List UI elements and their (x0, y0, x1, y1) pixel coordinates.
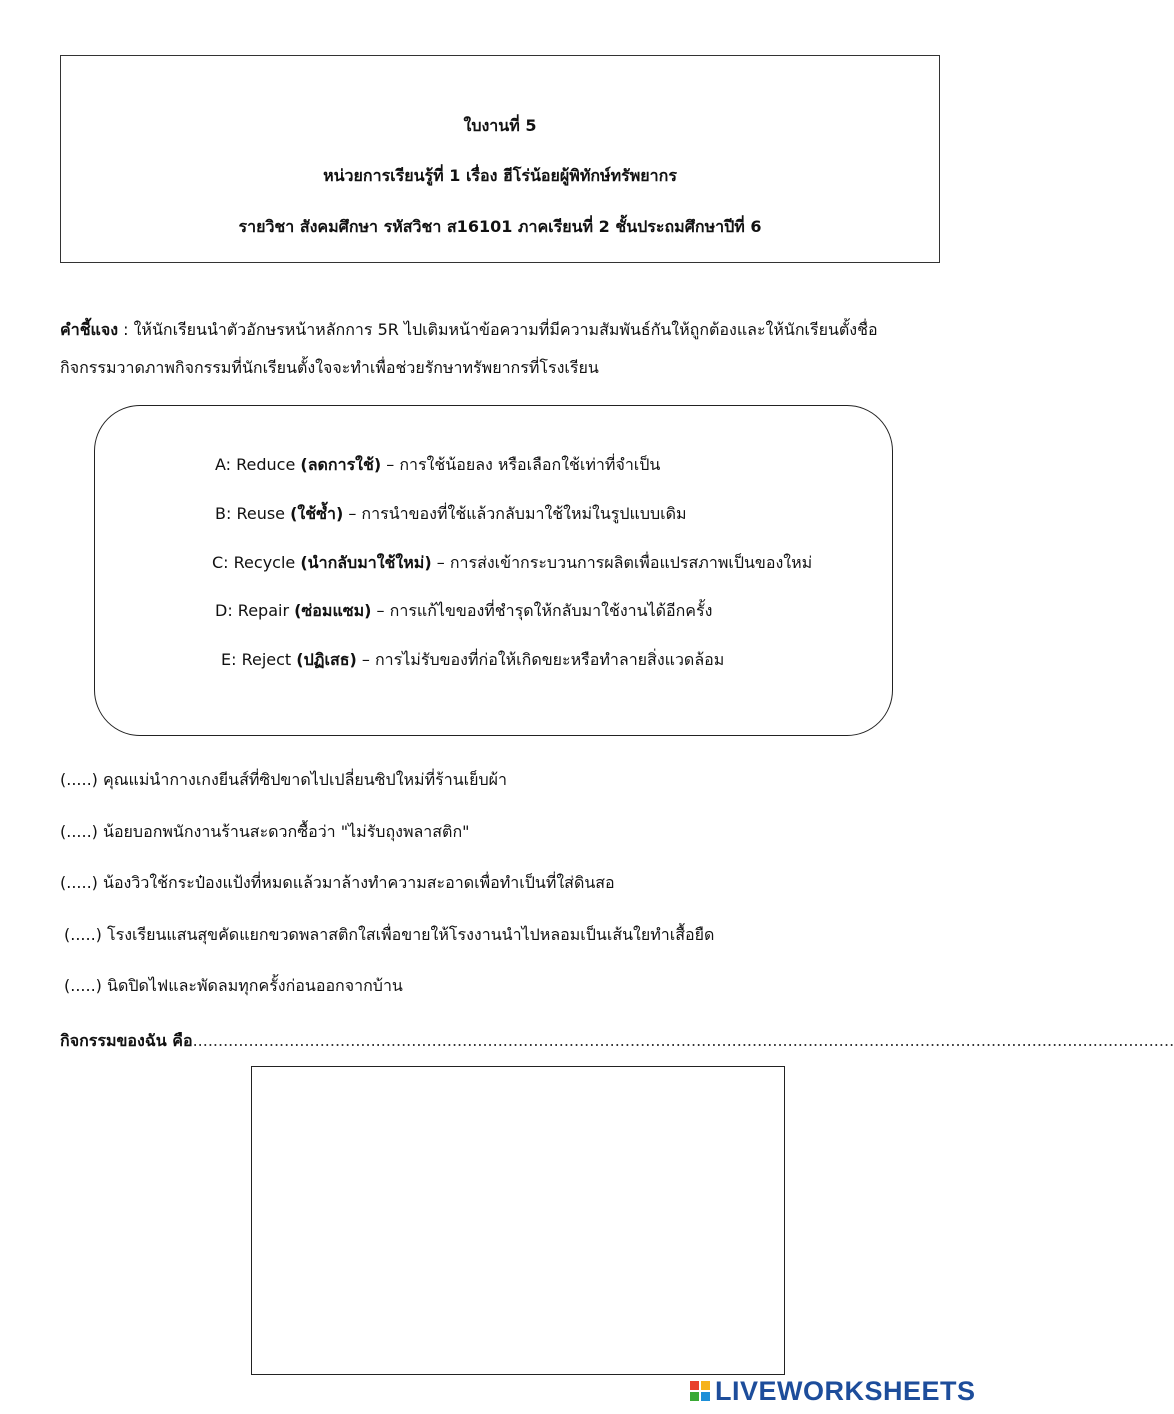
question-1[interactable]: (.....) คุณแม่นำกางเกงยีนส์ที่ซิปขาดไปเปลี่ยนซิปใหม่ที่ร้านเย็บผ้า (60, 770, 508, 789)
instructions-text: : ให้นักเรียนนำตัวอักษรหน้าหลักการ 5R ไปเติมหน้าข้อความที่มีความสัมพันธ์กันให้ถูกต้องและให้นักเรียนตั้งชื่อ (118, 320, 878, 339)
question-4[interactable]: (.....) โรงเรียนแสนสุขคัดแยกขวดพลาสติกใสเพื่อขายให้โรงงานนำไปหลอมเป็นเส้นใยทำเสื้อยืด (64, 925, 715, 944)
liveworksheets-logo (690, 1376, 976, 1406)
instructions-label: คำชี้แจง (60, 320, 119, 339)
instructions-line-2: กิจกรรมวาดภาพกิจกรรมที่นักเรียนตั้งใจจะทำเพื่อช่วยรักษาทรัพยากรที่โรงเรียน (60, 358, 599, 377)
logo-square (690, 1381, 699, 1390)
drawing-area[interactable] (251, 1066, 785, 1375)
rule-thai: (นำกลับมาใช้ใหม่) (300, 553, 432, 572)
rule-term: B: Reuse (215, 504, 291, 523)
rule-term: C: Recycle (212, 553, 301, 572)
logo-square (701, 1381, 710, 1390)
rule-reuse (215, 503, 687, 525)
instructions-line-1 (60, 319, 940, 341)
rule-thai: (ใช้ซ้ำ) (290, 504, 344, 523)
rule-desc: – การนำของที่ใช้แล้วกลับมาใช้ใหม่ในรูปแบบเดิม (343, 504, 687, 523)
rule-desc: – การแก้ไขของที่ชำรุดให้กลับมาใช้งานได้อีกครั้ง (371, 601, 713, 620)
unit-title: หน่วยการเรียนรู้ที่ 1 เรื่อง ฮีโร่น้อยผู้พิทักษ์ทรัพยากร (323, 166, 677, 185)
course-info: รายวิชา สังคมศึกษา รหัสวิชา ส16101 ภาคเรียนที่ 2 ชั้นประถมศึกษาปีที่ 6 (238, 217, 762, 236)
my-activity-label: กิจกรรมของฉัน คือ (60, 1031, 193, 1050)
question-3[interactable]: (.....) น้องวิวใช้กระป๋องแป้งที่หมดแล้วมาล้างทำความสะอาดเพื่อทำเป็นที่ใส่ดินสอ (60, 873, 615, 892)
my-activity-line[interactable] (60, 1030, 1174, 1052)
rule-recycle (212, 552, 812, 574)
logo-square (690, 1392, 699, 1401)
worksheet-header (60, 55, 940, 263)
rule-thai: (ลดการใช้) (300, 455, 382, 474)
rule-desc: – การไม่รับของที่ก่อให้เกิดขยะหรือทำลายสิ่งแวดล้อม (356, 650, 725, 669)
logo-icon (690, 1381, 710, 1401)
question-5[interactable]: (.....) นิดปิดไฟและพัดลมทุกครั้งก่อนออกจากบ้าน (64, 976, 403, 995)
rule-desc: – การส่งเข้ากระบวนการผลิตเพื่อแปรสภาพเป็นของใหม่ (431, 553, 813, 572)
rule-thai: (ซ่อมแซม) (294, 601, 372, 620)
rule-repair (215, 600, 712, 622)
rule-reject (221, 649, 724, 671)
brand-name: LIVEWORKSHEETS (715, 1375, 976, 1406)
question-2[interactable]: (.....) น้อยบอกพนักงานร้านสะดวกซื้อว่า "ไม่รับถุงพลาสติก" (60, 822, 470, 841)
rule-term: A: Reduce (215, 455, 301, 474)
rule-desc: – การใช้น้อยลง หรือเลือกใช้เท่าที่จำเป็น (381, 455, 661, 474)
rule-term: E: Reject (221, 650, 297, 669)
rule-reduce (215, 454, 660, 476)
my-activity-blank[interactable]: ................................................................................................................................................................................................. (192, 1031, 1174, 1050)
logo-square (701, 1392, 710, 1401)
rule-term: D: Repair (215, 601, 295, 620)
worksheet-number: ใบงานที่ 5 (463, 116, 537, 135)
rule-thai: (ปฏิเสธ) (296, 650, 357, 669)
